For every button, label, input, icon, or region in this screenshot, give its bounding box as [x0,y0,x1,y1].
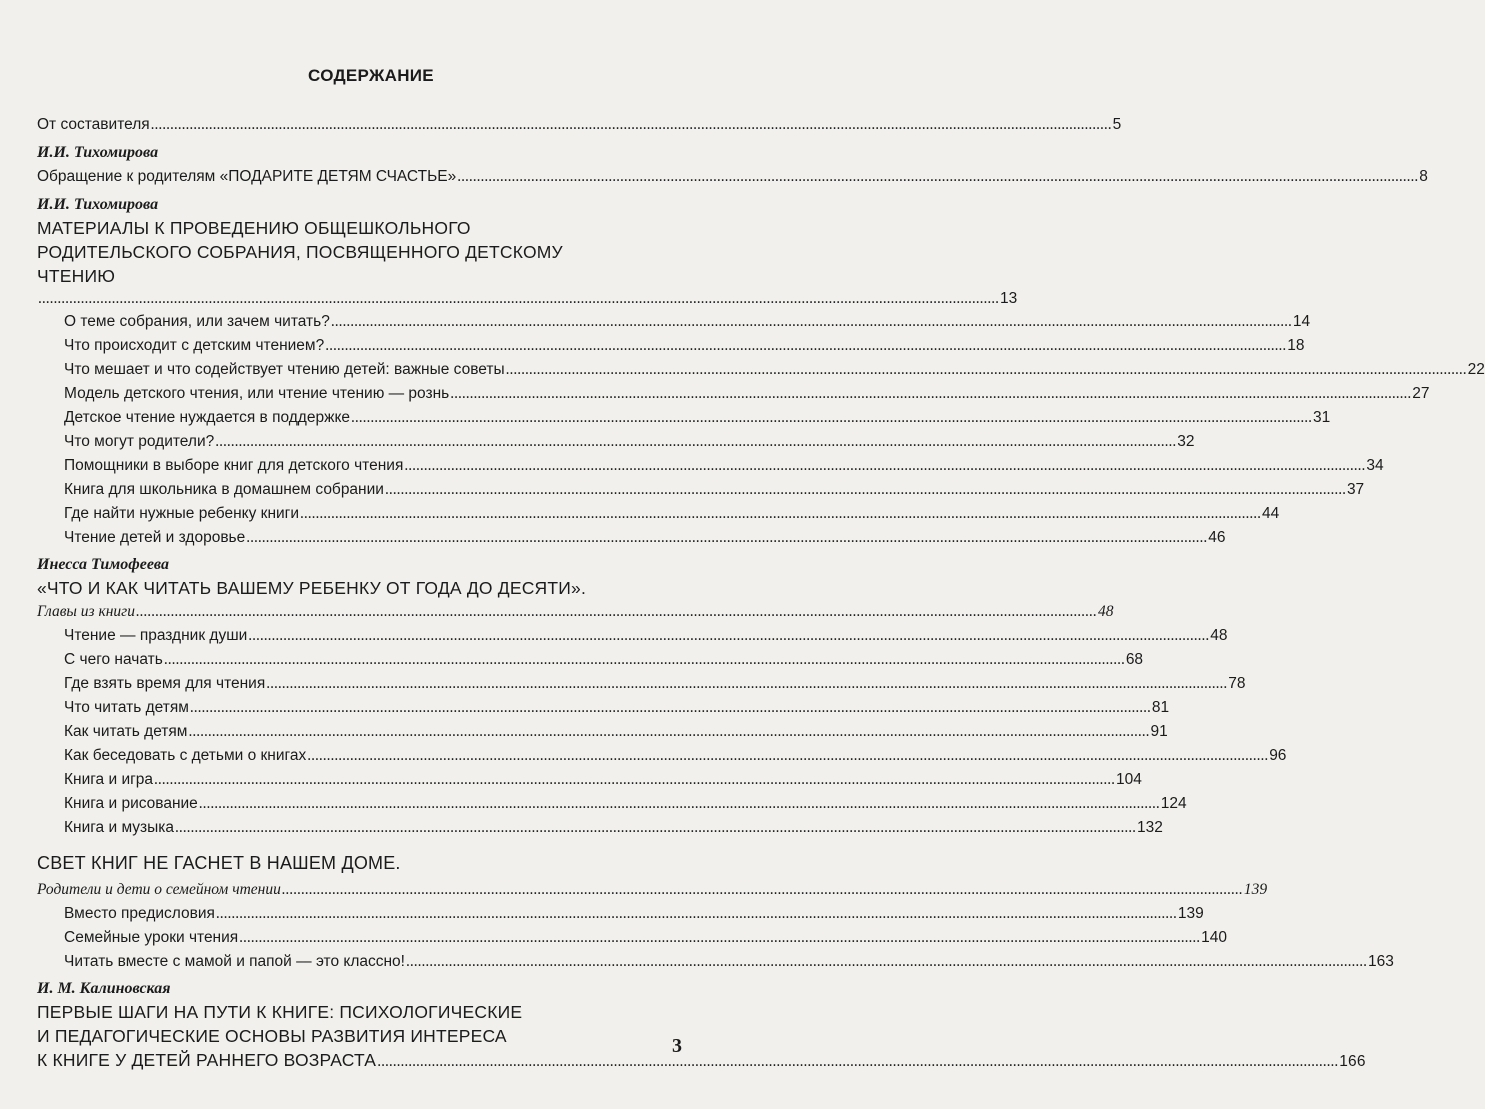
toc-entry-title: Как беседовать с детьми о книгах [64,747,307,764]
toc-entry-page: 132 [1137,819,1163,836]
toc-entry-title: Как читать детям [64,723,188,740]
toc-entry-title: Родители и дети о семейном чтении [37,881,281,898]
leader-dots [248,624,1209,648]
section-title-line: МАТЕРИАЛЫ К ПРОВЕДЕНИЮ ОБЩЕШКОЛЬНОГО [37,218,471,238]
section-title-line: И ПЕДАГОГИЧЕСКИЕ ОСНОВЫ РАЗВИТИЯ ИНТЕРЕСА [37,1026,507,1046]
toc-entry-page: 22 [1467,361,1485,378]
toc-entry-title: Книга для школьника в домашнем собрании [64,481,384,498]
toc-entry-title: Чтение детей и здоровье [64,529,246,546]
toc-entry-page: 32 [1177,433,1195,450]
toc-entry-page: 31 [1313,409,1331,426]
leader-dots [38,288,999,310]
toc-entry [37,164,1428,190]
toc-entry-page: 78 [1228,675,1246,692]
leader-dots [154,768,1115,792]
leader-dots [506,358,1467,382]
toc-subentry [37,502,1280,526]
toc-subentry [37,624,1228,648]
toc-entry-page: 48 [1210,627,1228,644]
toc-entry-page: 139 [1177,905,1204,922]
leader-dots [199,792,1160,816]
toc-subentry [37,310,1311,334]
leader-dots [239,926,1200,950]
toc-subentry [37,768,1142,792]
toc-entry [37,878,1268,902]
toc-subentry [37,430,1195,454]
toc-entry-page: 48 [1097,603,1114,620]
leader-dots [325,334,1286,358]
toc-subentry [37,406,1331,430]
leader-dots [404,454,1365,478]
toc-subentry [37,648,1144,672]
author-name: И.И. Тихомирова [37,196,159,213]
page-title: СОДЕРЖАНИЕ [308,66,434,85]
page-number: 3 [672,1035,682,1057]
leader-dots [377,1050,1338,1074]
toc-entry-title: Чтение — праздник души [64,627,248,644]
toc-entry-page: 8 [1419,168,1428,185]
toc-entry-title: Вместо предисловия [64,905,215,922]
toc-entry-title: Что могут родители? [64,433,215,450]
toc-entry-title: От составителя [37,116,150,133]
toc-entry-page: 27 [1412,385,1430,402]
toc-entry [37,112,1122,138]
toc-subentry [37,696,1170,720]
leader-dots [190,696,1151,720]
leader-dots [457,164,1418,190]
author-name: Инесса Тимофеева [37,556,169,573]
leader-dots [216,902,1177,926]
toc-subentry [37,478,1365,502]
toc-subentry [37,454,1384,478]
toc-entry-page: 46 [1208,529,1226,546]
toc-entry-page: 91 [1150,723,1168,740]
toc-entry-title: Что мешает и что содействует чтению детей: важные советы [64,361,505,378]
toc-entry [37,1048,1366,1074]
toc-subentry [37,382,1430,406]
leader-dots [331,310,1292,334]
toc-entry-title: С чего начать [64,651,163,668]
toc-entry-title: Обращение к родителям «ПОДАРИТЕ ДЕТЯМ СЧАСТЬЕ» [37,168,457,185]
toc-entry-page: 139 [1243,881,1268,898]
section-title-last-line [37,264,669,288]
toc-entry-page: 96 [1269,747,1287,764]
toc-subentry [37,816,1163,840]
toc-entry-title: К КНИГЕ У ДЕТЕЙ РАННЕГО ВОЗРАСТА [37,1050,377,1070]
leader-dots [406,950,1367,974]
toc-entry-title: Что происходит с детским чтением? [64,337,325,354]
toc-entry [37,288,1018,310]
toc-subentry [37,950,1394,974]
toc-subentry [37,926,1228,950]
leader-dots [136,600,1097,624]
leader-dots [450,382,1411,406]
toc-entry-title: Где найти нужные ребенку книги [64,505,299,522]
toc-subentry [37,334,1305,358]
leader-dots [266,672,1227,696]
leader-dots [282,878,1243,902]
toc-entry-title: Книга и музыка [64,819,175,836]
section-title-line: «ЧТО И КАК ЧИТАТЬ ВАШЕМУ РЕБЕНКУ ОТ ГОДА ДО ДЕСЯТИ». [37,578,587,598]
toc-entry-page: 18 [1287,337,1305,354]
leader-dots [151,112,1112,138]
section-title-line: СВЕТ КНИГ НЕ ГАСНЕТ В НАШЕМ ДОМЕ. [37,853,401,873]
leader-dots [300,502,1261,526]
toc-entry-page: 14 [1292,313,1311,330]
toc-entry-title: Книга и рисование [64,795,198,812]
toc-subentry [37,792,1187,816]
author-name: И.И. Тихомирова [37,144,159,161]
author-name: И. М. Калиновская [37,980,171,997]
toc-entry-title: О теме собрания, или зачем читать? [64,313,330,330]
leader-dots [246,526,1207,550]
section-title-line: ЧТЕНИЮ [37,266,116,286]
toc-entry-page: 5 [1112,116,1122,133]
toc-entry-page: 163 [1367,953,1394,970]
leader-dots [164,648,1125,672]
section-title-line: РОДИТЕЛЬСКОГО СОБРАНИЯ, ПОСВЯЩЕННОГО ДЕТСКОМУ [37,242,563,262]
toc-subentry [37,358,1485,382]
toc-subentry [37,902,1204,926]
toc-entry-page: 140 [1201,929,1228,946]
toc-entry-page: 44 [1261,505,1280,522]
toc-entry-title: Главы из книги [37,603,135,620]
toc-entry-title: Помощники в выборе книг для детского чтения [64,457,404,474]
leader-dots [215,430,1176,454]
toc-entry-page: 81 [1151,699,1170,716]
leader-dots [385,478,1346,502]
toc-subentry [37,526,1226,550]
leader-dots [188,720,1149,744]
toc-entry-title: Что читать детям [64,699,189,716]
toc-entry-title: Семейные уроки чтения [64,929,239,946]
toc-subentry [37,672,1246,696]
toc-subentry [37,744,1287,768]
toc-entry-page: 104 [1116,771,1142,788]
toc-entry-page: 37 [1346,481,1365,498]
toc-entry-page: 166 [1339,1053,1366,1070]
toc-entry [37,600,1114,624]
toc-entry-title: Модель детского чтения, или чтение чтению — рознь [64,385,450,402]
toc-entry-title: Где взять время для чтения [64,675,266,692]
section-title-line: ПЕРВЫЕ ШАГИ НА ПУТИ К КНИГЕ: ПСИХОЛОГИЧЕСКИЕ [37,1002,523,1022]
toc-entry-title: Книга и игра [64,771,154,788]
toc-entry-title: Читать вместе с мамой и папой — это классно! [64,953,405,970]
leader-dots [175,816,1136,840]
toc-subentry [37,720,1168,744]
toc-entry-page: 34 [1366,457,1384,474]
toc-entry-page: 68 [1125,651,1144,668]
toc-entry-page: 124 [1160,795,1187,812]
leader-dots [351,406,1312,430]
leader-dots [307,744,1268,768]
toc-entry-title: Детское чтение нуждается в поддержке [64,409,351,426]
toc-entry-page: 13 [1000,290,1018,307]
table-of-contents [37,112,1485,1074]
